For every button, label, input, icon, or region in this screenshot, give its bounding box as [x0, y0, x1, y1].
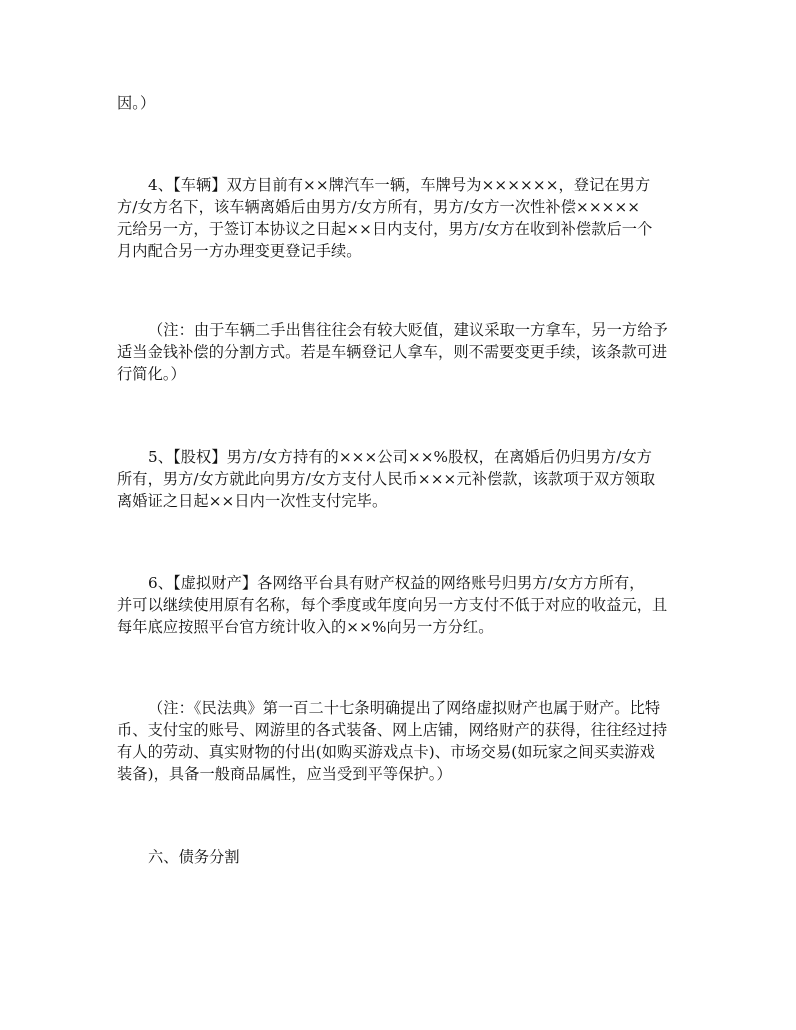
text-line: 4、【车辆】双方目前有××牌汽车一辆，车牌号为××××××，登记在男方 [148, 176, 651, 194]
text-line: （注：由于车辆二手出售往往会有较大贬值，建议采取一方拿车，另一方给予 [148, 321, 668, 339]
text-line: 离婚证之日起××日内一次性支付完毕。 [117, 492, 388, 510]
text-line: 并可以继续使用原有名称，每个季度或年度向另一方支付不低于对应的收益元，且 [117, 596, 668, 614]
text-line: 月内配合另一方办理变更登记手续。 [117, 242, 362, 260]
continuation-text: 因。） [117, 94, 156, 112]
text-line: （注：《民法典》第一百二十七条明确提出了网络虚拟财产也属于财产。比特 [148, 699, 661, 717]
text-line: 所有，男方/女方就此向男方/女方支付人民币×××元补偿款，该款项于双方领取 [117, 470, 656, 488]
text-line: 币、支付宝的账号、网游里的各式装备、网上店铺，网络财产的获得，往往经过持 [117, 721, 668, 739]
text-line: 装备)，具备一般商品属性，应当受到平等保护。） [117, 765, 452, 783]
text-line: 6、【虚拟财产】各网络平台具有财产权益的网络账号归男方/女方方所有， [148, 574, 645, 592]
text-line: 方/女方名下，该车辆离婚后由男方/女方所有，男方/女方一次性补偿××××× [117, 198, 641, 216]
text-line: 元给另一方，于签订本协议之日起××日内支付，男方/女方在收到补偿款后一个 [117, 220, 653, 238]
text-line: 有人的劳动、真实财物的付出(如购买游戏点卡)、市场交易(如玩家之间买卖游戏 [117, 743, 655, 761]
text-line: 行简化。） [117, 365, 186, 383]
text-line: 适当金钱补偿的分割方式。若是车辆登记人拿车，则不需要变更手续，该条款可进 [117, 343, 668, 361]
section-heading: 六、债务分割 [148, 848, 240, 866]
text-line: 每年底应按照平台官方统计收入的××%向另一方分红。 [117, 618, 494, 636]
text-line: 5、【股权】男方/女方持有的×××公司××%股权，在离婚后仍归男方/女方 [148, 448, 653, 466]
